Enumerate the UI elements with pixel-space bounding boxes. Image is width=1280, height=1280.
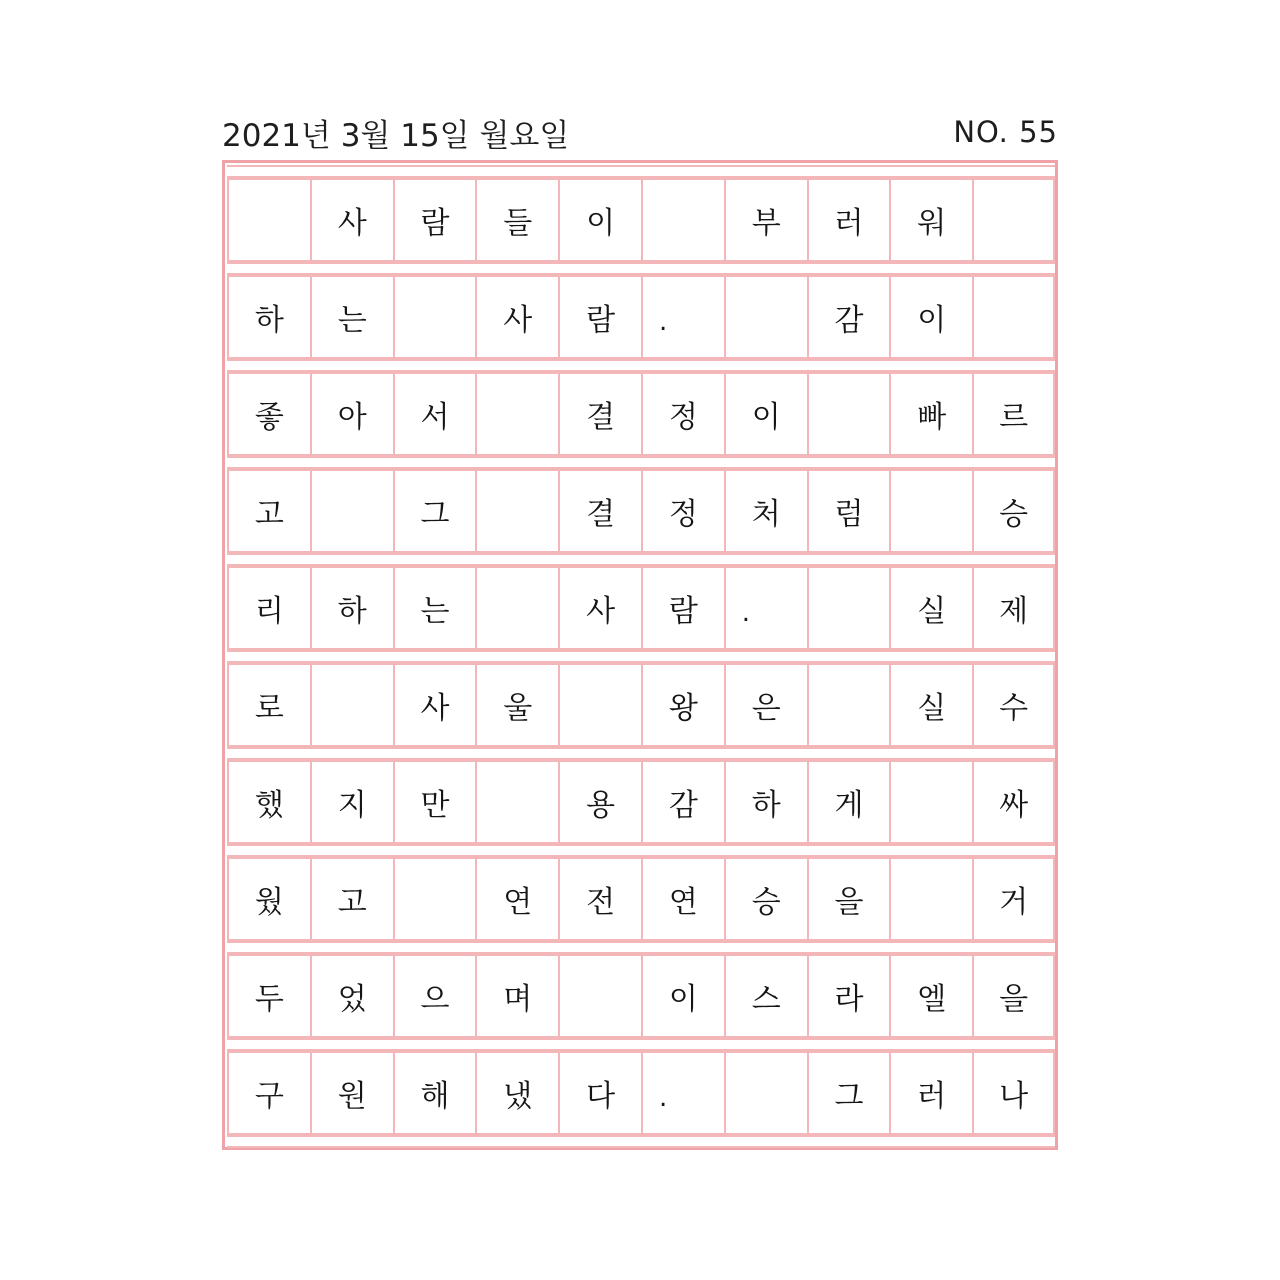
row-gap-band [227,1038,1055,1051]
manuscript-cell: 스 [724,954,807,1038]
manuscript-cell: 감 [641,760,724,844]
manuscript-cell: 승 [972,469,1055,553]
page-header [222,108,1058,156]
manuscript-cell: 람 [393,178,476,262]
manuscript-cell: 정 [641,469,724,553]
manuscript-cell: 구 [227,1051,310,1135]
manuscript-cell: 울 [475,663,558,747]
row-gap-band [227,553,1055,566]
manuscript-cell [475,469,558,553]
manuscript-cell [393,857,476,941]
manuscript-cell: 냈 [475,1051,558,1135]
manuscript-cell: 지 [310,760,393,844]
manuscript-cell: 결 [558,372,641,456]
manuscript-cell: 용 [558,760,641,844]
manuscript-row [227,372,1055,456]
manuscript-cell: . [724,566,807,650]
manuscript-cell [310,663,393,747]
manuscript-cell: 었 [310,954,393,1038]
manuscript-cell [475,566,558,650]
manuscript-cell: 고 [227,469,310,553]
row-gap-band [227,262,1055,275]
manuscript-cell: 처 [724,469,807,553]
manuscript-cell: 으 [393,954,476,1038]
manuscript-cell: 사 [393,663,476,747]
manuscript-cell: 두 [227,954,310,1038]
manuscript-row [227,954,1055,1038]
manuscript-row [227,469,1055,553]
manuscript-cell: 로 [227,663,310,747]
manuscript-cell: 했 [227,760,310,844]
manuscript-cell: . [641,1051,724,1135]
manuscript-cell: 만 [393,760,476,844]
row-gap-band [227,747,1055,760]
row-gap-band [227,165,1055,178]
manuscript-cell [724,1051,807,1135]
row-gap-band [227,1135,1055,1148]
manuscript-cell [310,469,393,553]
manuscript-cell: 원 [310,1051,393,1135]
manuscript-cell: 부 [724,178,807,262]
manuscript-cell: 좋 [227,372,310,456]
manuscript-cell [807,372,890,456]
manuscript-cell: 엘 [889,954,972,1038]
manuscript-cell: 연 [641,857,724,941]
manuscript-cell: 르 [972,372,1055,456]
row-gap-band [227,941,1055,954]
manuscript-row [227,275,1055,359]
manuscript-cell [641,178,724,262]
manuscript-cell: 거 [972,857,1055,941]
manuscript-cell: 실 [889,663,972,747]
manuscript-cell: 그 [393,469,476,553]
manuscript-cell: 며 [475,954,558,1038]
manuscript-cell: 람 [641,566,724,650]
manuscript-cell: 감 [807,275,890,359]
manuscript-cell [807,663,890,747]
manuscript-cell: 은 [724,663,807,747]
manuscript-cell [475,372,558,456]
manuscript-cell: 하 [724,760,807,844]
manuscript-cell: 서 [393,372,476,456]
manuscript-cell: 리 [227,566,310,650]
manuscript-cell: 정 [641,372,724,456]
manuscript-row [227,178,1055,262]
manuscript-cell: 이 [641,954,724,1038]
manuscript-row [227,663,1055,747]
manuscript-cell [807,566,890,650]
manuscript-cell [393,275,476,359]
manuscript-cell: 이 [889,275,972,359]
manuscript-cell: 을 [972,954,1055,1038]
manuscript-cell: 게 [807,760,890,844]
manuscript-row [227,566,1055,650]
manuscript-cell: 나 [972,1051,1055,1135]
manuscript-row [227,857,1055,941]
page-number: NO. 55 [953,115,1058,149]
row-gap-band [227,359,1055,372]
manuscript-cell: 해 [393,1051,476,1135]
manuscript-cell: 사 [558,566,641,650]
manuscript-cell: 제 [972,566,1055,650]
row-gap-band [227,844,1055,857]
manuscript-cell [227,178,310,262]
manuscript-row [227,760,1055,844]
manuscript-cell [724,275,807,359]
manuscript-cell: 연 [475,857,558,941]
manuscript-cell: 럼 [807,469,890,553]
manuscript-cell: 하 [310,566,393,650]
manuscript-cell: 그 [807,1051,890,1135]
manuscript-cell: 싸 [972,760,1055,844]
manuscript-cell [972,275,1055,359]
manuscript-cell: 전 [558,857,641,941]
manuscript-cell: 하 [227,275,310,359]
manuscript-cell [558,954,641,1038]
manuscript-cell: 결 [558,469,641,553]
manuscript-cell [972,178,1055,262]
manuscript-cell: 러 [889,1051,972,1135]
manuscript-cell: 는 [310,275,393,359]
manuscript-cell: 왕 [641,663,724,747]
manuscript-cell: 사 [310,178,393,262]
manuscript-cell: 이 [558,178,641,262]
manuscript-cell [889,857,972,941]
manuscript-cell: 사 [475,275,558,359]
manuscript-cell: 승 [724,857,807,941]
manuscript-cell: 러 [807,178,890,262]
manuscript-cell: 이 [724,372,807,456]
manuscript-cell: 들 [475,178,558,262]
manuscript-cell: 워 [889,178,972,262]
manuscript-cell: 람 [558,275,641,359]
manuscript-cell [475,760,558,844]
manuscript-cell: 실 [889,566,972,650]
manuscript-cell: 웠 [227,857,310,941]
manuscript-cell: 는 [393,566,476,650]
row-gap-band [227,456,1055,469]
manuscript-cell: 수 [972,663,1055,747]
row-gap-band [227,650,1055,663]
manuscript-cell: 을 [807,857,890,941]
manuscript-cell: 아 [310,372,393,456]
manuscript-cell: 다 [558,1051,641,1135]
manuscript-cell [889,760,972,844]
manuscript-cell: 빠 [889,372,972,456]
manuscript-row [227,1051,1055,1135]
manuscript-cell: . [641,275,724,359]
manuscript-cell: 라 [807,954,890,1038]
manuscript-cell [889,469,972,553]
date-label: 2021년 3월 15일 월요일 [222,117,570,154]
manuscript-cell: 고 [310,857,393,941]
manuscript-sheet [222,160,1058,1150]
manuscript-cell [558,663,641,747]
